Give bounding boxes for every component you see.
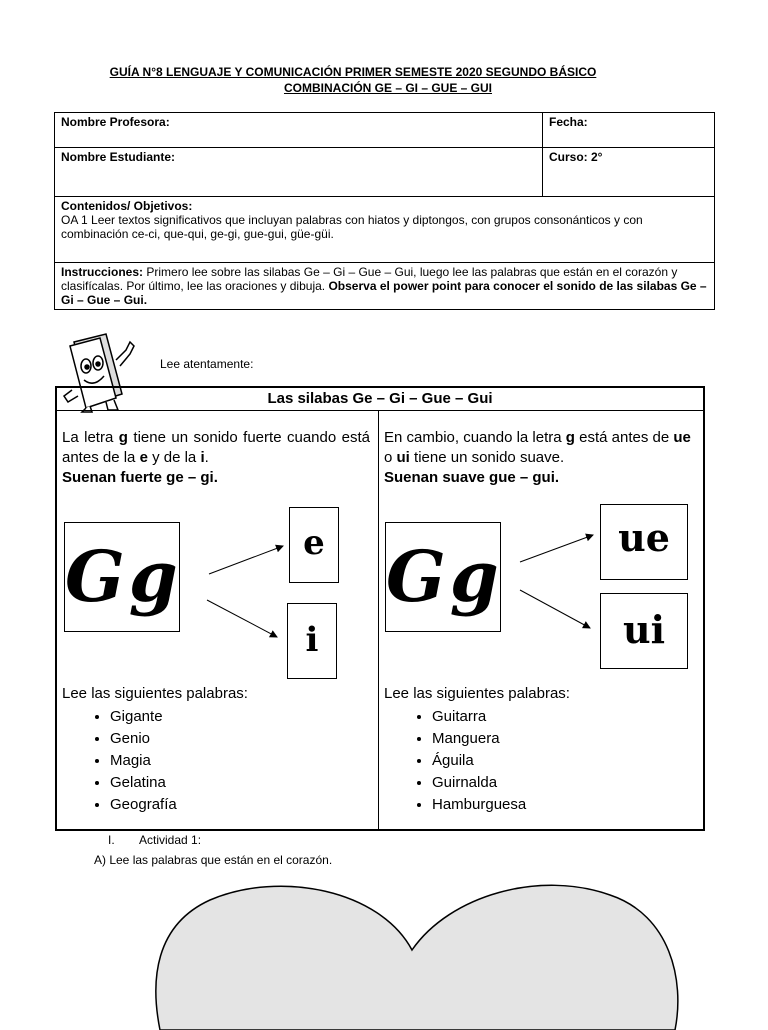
list-item: • Magia: [110, 750, 177, 772]
estudiante-label: Nombre Estudiante:: [55, 148, 543, 197]
right-explanation: En cambio, cuando la letra g está antes de ue o ui tiene un sonido suave. Suenan suave gue – gui.: [384, 429, 691, 486]
arrow-to-ue: [520, 535, 593, 562]
lee-atentamente: Lee atentamente:: [160, 357, 254, 371]
letter-ue-box: ue: [600, 504, 688, 580]
letter-e-box: e: [289, 507, 339, 583]
list-item: • Águila: [432, 750, 526, 772]
arrow-to-ui: [520, 590, 590, 628]
instrucciones-label: Instrucciones:: [61, 265, 144, 279]
profesora-label: Nombre Profesora:: [55, 113, 543, 148]
fecha-label: Fecha:: [543, 113, 715, 148]
arrow-to-e: [209, 546, 283, 574]
info-table: [54, 112, 715, 310]
contenidos-text: OA 1 Leer textos significativos que incluyan palabras con hiatos y diptongos, con grupos consonánticos y con combinación ce-ci, que-qui, ge-gi, gue-gui, güe-güi.: [61, 213, 643, 241]
right-list-head: Lee las siguientes palabras:: [384, 685, 570, 702]
arrow-to-i: [207, 600, 277, 637]
left-list-head: Lee las siguientes palabras:: [62, 685, 248, 702]
activity-instruction: A) Lee las palabras que están en el corazón.: [94, 853, 333, 867]
guide-subtitle: COMBINACIÓN GE – GI – GUE – GUI: [283, 81, 493, 95]
heart-shape: [150, 880, 690, 1030]
instrucciones-cell: [55, 263, 715, 310]
list-item: • Guitarra: [432, 706, 526, 728]
curso-label: Curso: 2°: [543, 148, 715, 197]
box-title: Las silabas Ge – Gi – Gue – Gui: [57, 388, 703, 411]
list-item: • Gigante: [110, 706, 177, 728]
right-word-list: [384, 706, 526, 816]
contenidos-cell: [55, 197, 715, 263]
list-item: • Geografía: [110, 794, 177, 816]
left-explanation: La letra g tiene un sonido fuerte cuando está antes de la e y de la i. Suenan fuerte ge – gi.: [62, 429, 371, 486]
instrucciones-text: Primero lee sobre las silabas Ge – Gi – Gue – Gui, luego lee las palabras que están en el corazón y clasifícalas. Por último, lee las oraciones y dibuja.: [61, 265, 678, 293]
activity-title: Actividad 1:: [139, 833, 202, 847]
left-big-g: Gg: [64, 522, 180, 632]
list-item: • Guirnalda: [432, 772, 526, 794]
list-item: • Manguera: [432, 728, 526, 750]
list-item: • Hamburguesa: [432, 794, 526, 816]
contenidos-label: Contenidos/ Objetivos:: [61, 199, 193, 213]
right-big-g: Gg: [385, 522, 501, 632]
list-item: • Gelatina: [110, 772, 177, 794]
list-item: • Genio: [110, 728, 177, 750]
instrucciones-bold: Observa el power point para conocer el sonido de las silabas Ge – Gi – Gue – Gui.: [61, 279, 707, 307]
left-bold-line: Suenan fuerte ge – gi.: [62, 469, 218, 486]
right-bold-line: Suenan suave gue – gui.: [384, 469, 560, 486]
activity-number: I.: [108, 833, 115, 847]
left-word-list: [62, 706, 177, 816]
letter-ui-box: ui: [600, 593, 688, 669]
guide-title: GUÍA N°8 LENGUAJE Y COMUNICACIÓN PRIMER SEMESTE 2020 SEGUNDO BÁSICO: [109, 65, 597, 79]
syllable-box: [55, 386, 705, 831]
letter-i-box: i: [287, 603, 337, 679]
